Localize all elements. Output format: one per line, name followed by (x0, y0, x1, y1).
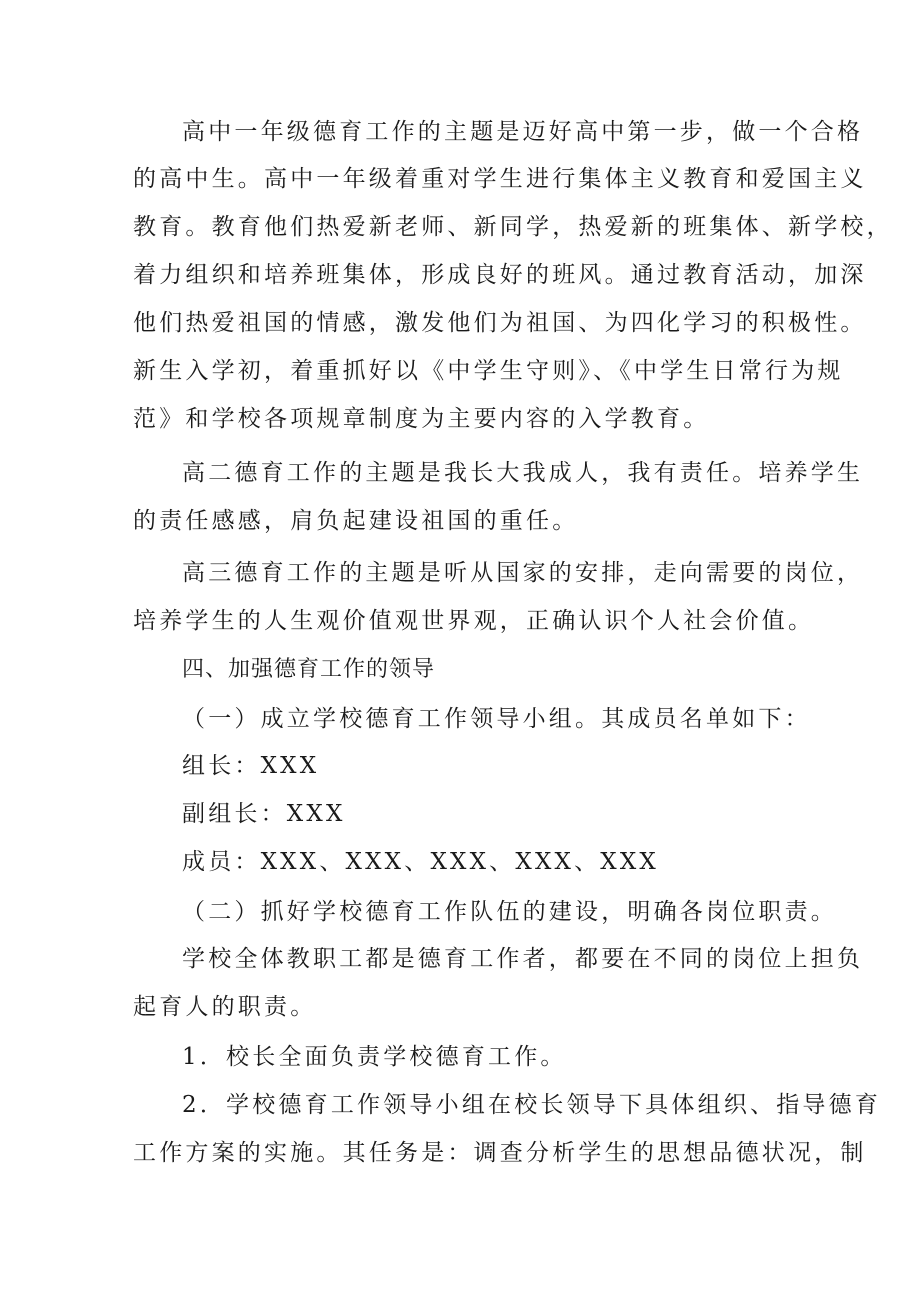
paragraph-staff-line-2: 起育人的职责。 (133, 994, 317, 1020)
subsection-one: （一）成立学校德育工作领导小组。其成员名单如下： (182, 706, 811, 732)
leader-line: 组长：XXX (182, 753, 320, 779)
list-item-2-line-2: 工作方案的实施。其任务是：调查分析学生的思想品德状况，制 (133, 1140, 867, 1166)
vice-leader-line: 副组长：XXX (182, 801, 346, 827)
list-item-1: 1．校长全面负责学校德育工作。 (182, 1044, 567, 1070)
paragraph-grade1-line-6: 新生入学初，着重抓好以《中学生守则》、《中学生日常行为规 (133, 358, 844, 384)
paragraph-grade1-line-5: 他们热爱祖国的情感，激发他们为祖国、为四化学习的积极性。 (133, 310, 867, 336)
members-line: 成员：XXX、XXX、XXX、XXX、XXX (182, 849, 660, 875)
paragraph-grade1-line-4: 着力组织和培养班集体，形成良好的班风。通过教育活动，加深 (133, 262, 867, 288)
paragraph-grade2-line-1: 高二德育工作的主题是我长大我成人，我有责任。培养学生 (182, 460, 864, 486)
section-heading: 四、加强德育工作的领导 (182, 657, 436, 682)
list-item-2-line-1: 2．学校德育工作领导小组在校长领导下具体组织、指导德育 (182, 1092, 882, 1118)
paragraph-grade1-line-1: 高中一年级德育工作的主题是迈好高中第一步，做一个合格 (182, 119, 864, 145)
paragraph-grade1-line-7: 范》和学校各项规章制度为主要内容的入学教育。 (133, 406, 710, 432)
paragraph-grade3-line-1: 高三德育工作的主题是听从国家的安排，走向需要的岗位， (182, 560, 864, 586)
paragraph-grade1-line-2: 的高中生。高中一年级着重对学生进行集体主义教育和爱国主义 (133, 166, 867, 192)
paragraph-grade2-line-2: 的责任感感，肩负起建设祖国的重任。 (133, 508, 579, 534)
paragraph-grade3-line-2: 培养学生的人生观价值观世界观，正确认识个人社会价值。 (133, 608, 815, 634)
subsection-two: （二）抓好学校德育工作队伍的建设，明确各岗位职责。 (182, 899, 837, 925)
paragraph-staff-line-1: 学校全体教职工都是德育工作者，都要在不同的岗位上担负 (182, 946, 864, 972)
paragraph-grade1-line-3: 教育。教育他们热爱新老师、新同学，热爱新的班集体、新学校， (133, 214, 893, 240)
